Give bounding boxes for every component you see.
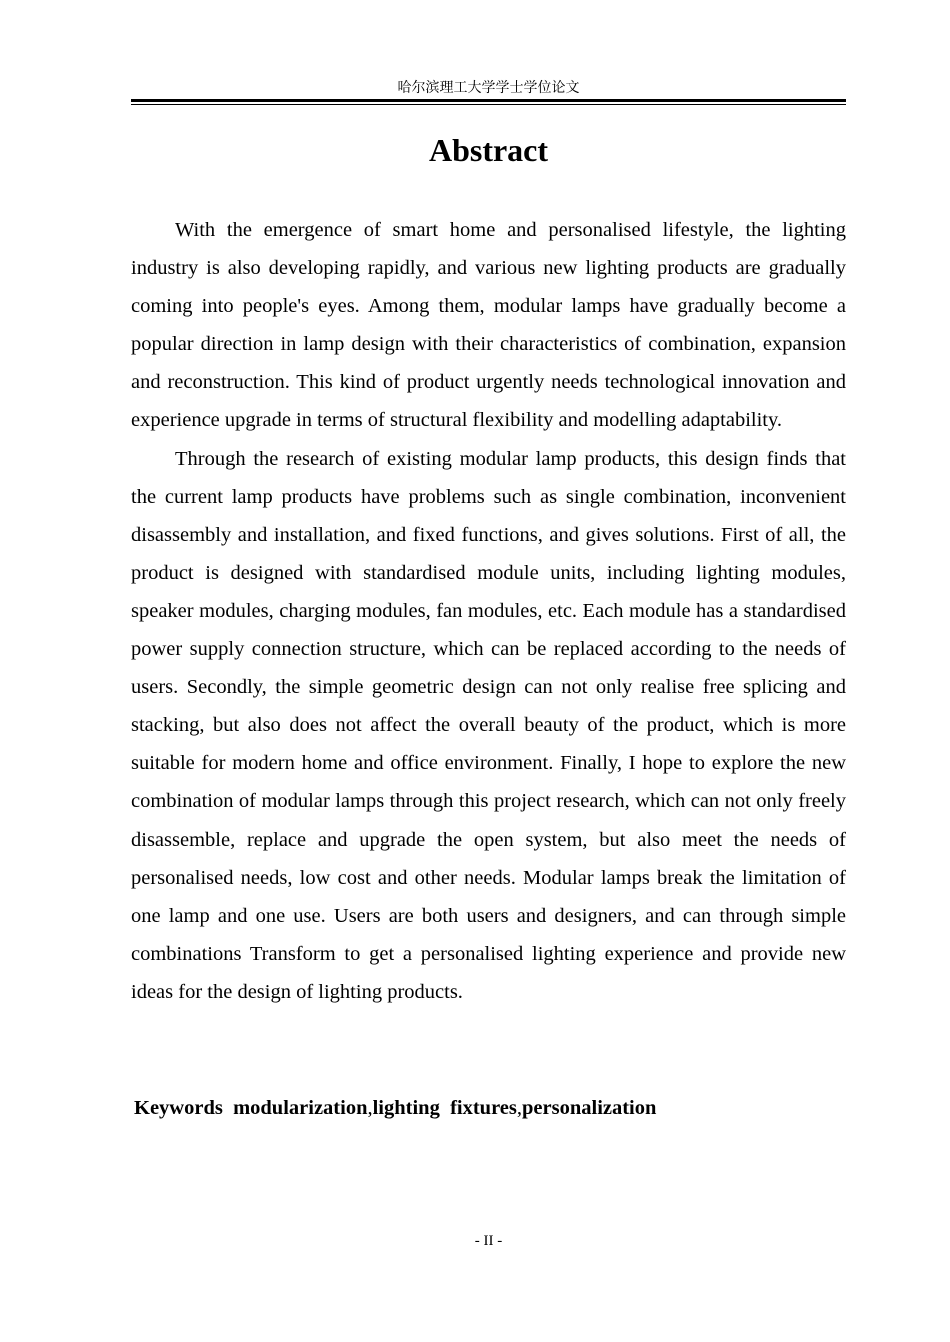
keywords-line [134,1089,846,1127]
abstract-paragraph-2: Through the research of existing modular lamp products, this design finds that the current lamp products have problems such as single combination, inconvenient disassembly and installation, and fixed functions, and gives solutions. First of all, the product is designed with standardised module units, including lighting modules, speaker modules, charging modules, fan modules, etc. Each module has a standardised power supply connection structure, which can be replaced according to the needs of users. Secondly, the simple geometric design can not only realise free splicing and stacking, but also does not affect the overall beauty of the product, which is more suitable for modern home and office environment. Finally, I hope to explore the new combination of modular lamps through this project research, which can not only freely disassemble, replace and upgrade the open system, but also meet the needs of personalised needs, low cost and other needs. Modular lamps break the limitation of one lamp and one use. Users are both users and designers, and can through simple combinations Transform to get a personalised lighting experience and provide new ideas for the design of lighting products. [131,447,846,1003]
abstract-title: Abstract [428,132,549,168]
keyword-term: personalization [522,1097,657,1119]
abstract-paragraph-1: With the emergence of smart home and personalised lifestyle, the lighting industry is also developing rapidly, and various new lighting products are gradually coming into people's eyes. Among them, modular lamps have gradually become a popular direction in lamp design with their characteristics of combination, expansion and reconstruction. This kind of product urgently needs technological innovation and experience upgrade in terms of structural flexibility and modelling adaptability. [131,219,846,432]
keyword-separator: , [367,1097,373,1119]
keyword-term: lighting fixtures [372,1097,517,1119]
header-rule-thick [131,99,846,102]
page-number: - II - [474,1233,503,1249]
keyword-term: modularization [233,1097,368,1119]
header-rule-thin [131,104,846,105]
keyword-separator: , [516,1097,523,1119]
keywords-label: Keywords [134,1097,223,1119]
abstract-body [131,211,846,1011]
running-header: 哈尔滨理工大学学士学位论文 [397,80,580,96]
